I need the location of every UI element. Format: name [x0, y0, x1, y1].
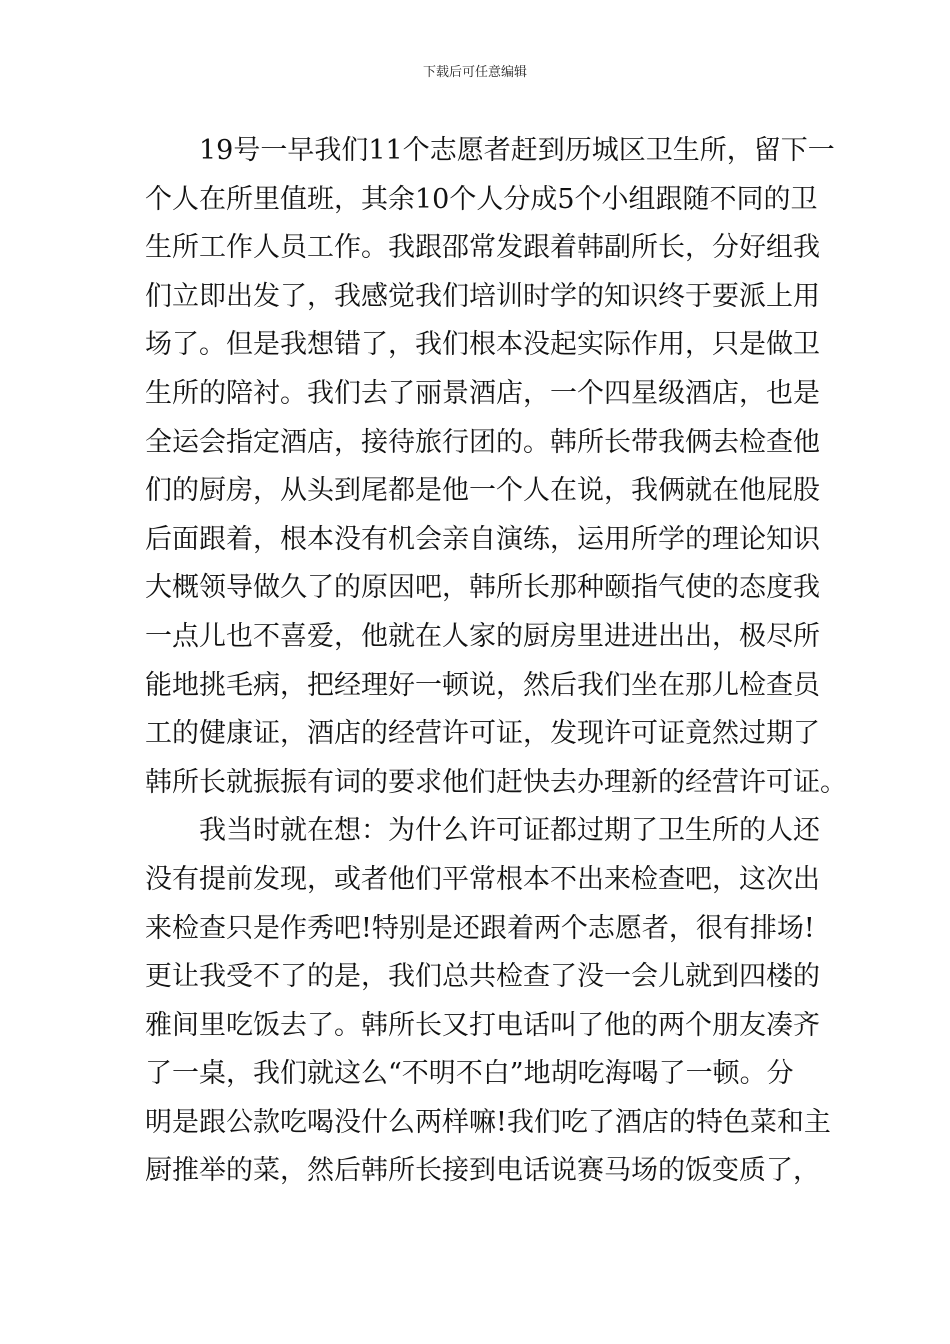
text-line: 明是跟公款吃喝没什么两样嘛!我们吃了酒店的特色菜和主 — [145, 1106, 831, 1138]
document-body — [145, 127, 847, 1196]
text-line: 一点儿也不喜爱，他就在人家的厨房里进进出出，极尽所 — [145, 620, 820, 652]
text-line: 厨推举的菜，然后韩所长接到电话说赛马场的饭变质了， — [145, 1155, 820, 1187]
text-line: 们立即出发了，我感觉我们培训时学的知识终于要派上用 — [145, 280, 820, 312]
text-line: 来检查只是作秀吧!特别是还跟着两个志愿者，很有排场! — [145, 912, 815, 944]
text-line: 大概领导做久了的原因吧，韩所长那种颐指气使的态度我 — [145, 572, 820, 604]
text-line: 更让我受不了的是，我们总共检查了没一会儿就到四楼的 — [145, 961, 820, 993]
text-line: 生所工作人员工作。我跟邵常发跟着韩副所长，分好组我 — [145, 232, 820, 264]
paragraph-2 — [145, 807, 831, 1196]
text-line: 场了。但是我想错了，我们根本没起实际作用，只是做卫 — [145, 329, 820, 361]
text-line: 了一桌，我们就这么“不明不白”地胡吃海喝了一顿。分 — [145, 1058, 794, 1090]
text-line: 生所的陪衬。我们去了丽景酒店，一个四星级酒店，也是 — [145, 377, 820, 409]
page-header: 下载后可任意编辑 — [422, 65, 527, 80]
text-line: 个人在所里值班，其余10个人分成5个小组跟随不同的卫 — [145, 183, 818, 215]
text-line: 19号一早我们11个志愿者赶到历城区卫生所，留下一 — [199, 135, 835, 166]
text-line: 没有提前发现，或者他们平常根本不出来检查吧，这次出 — [145, 863, 820, 895]
text-line: 我当时就在想：为什么许可证都过期了卫生所的人还 — [199, 815, 820, 847]
text-line: 全运会指定酒店，接待旅行团的。韩所长带我俩去检查他 — [145, 426, 820, 458]
text-line: 们的厨房，从头到尾都是他一个人在说，我俩就在他屁股 — [145, 475, 820, 507]
paragraph-1 — [145, 127, 847, 807]
text-line: 后面跟着，根本没有机会亲自演练，运用所学的理论知识 — [145, 523, 820, 555]
text-line: 雅间里吃饭去了。韩所长又打电话叫了他的两个朋友凑齐 — [145, 1009, 820, 1041]
text-line: 工的健康证，酒店的经营许可证，发现许可证竟然过期了 — [145, 718, 820, 750]
text-line: 能地挑毛病，把经理好一顿说，然后我们坐在那儿检查员 — [145, 669, 820, 701]
text-line: 韩所长就振振有词的要求他们赶快去办理新的经营许可证。 — [145, 766, 847, 798]
